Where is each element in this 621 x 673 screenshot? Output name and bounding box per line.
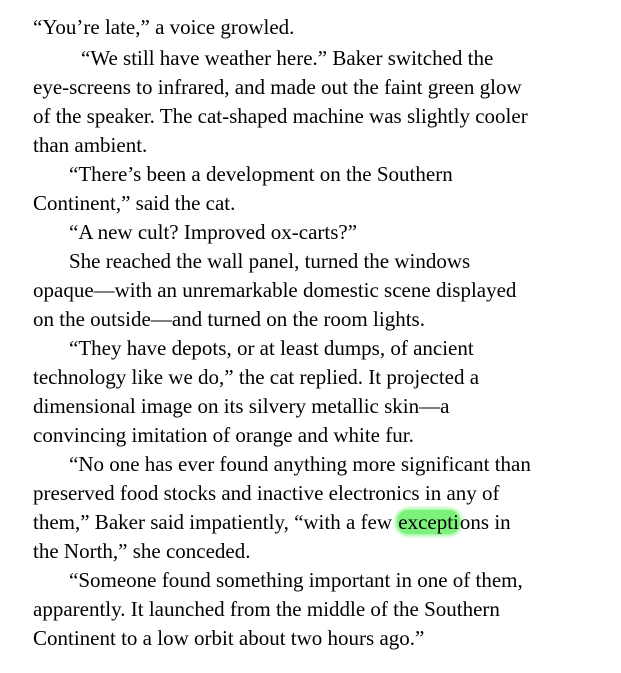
text-line: “Someone found something important in one of them, [69, 568, 523, 592]
text-line: than ambient. [33, 133, 148, 157]
text-line: dimensional image on its silvery metallic skin—a [33, 394, 450, 418]
highlighted-word: excepti [398, 510, 459, 534]
text-line: “We still have weather here.” Baker switched the [81, 46, 494, 70]
text-line: opaque—with an unremarkable domestic scene displayed [33, 278, 517, 302]
text-line: the North,” she conceded. [33, 539, 251, 563]
text-line: on the outside—and turned on the room lights. [33, 307, 425, 331]
text-line-with-highlight [33, 508, 511, 537]
text-line: apparently. It launched from the middle of the Southern [33, 597, 500, 621]
text-line: “You’re late,” a voice growled. [33, 15, 295, 39]
text-line: of the speaker. The cat-shaped machine was slightly cooler [33, 104, 528, 128]
text-line: Continent,” said the cat. [33, 191, 236, 215]
text-line: “No one has ever found anything more significant than [69, 452, 531, 476]
text-line: She reached the wall panel, turned the windows [69, 249, 471, 273]
text-segment: ons in [459, 510, 511, 534]
text-line: Continent to a low orbit about two hours ago.” [33, 626, 425, 650]
text-segment: them,” Baker said impatiently, “with a few [33, 510, 398, 534]
text-line: “A new cult? Improved ox-carts?” [69, 220, 358, 244]
text-line: preserved food stocks and inactive electronics in any of [33, 481, 500, 505]
text-line: convincing imitation of orange and white fur. [33, 423, 414, 447]
text-line: eye-screens to infrared, and made out the faint green glow [33, 75, 522, 99]
text-line: “There’s been a development on the Southern [69, 162, 453, 186]
text-line: technology like we do,” the cat replied. It projected a [33, 365, 480, 389]
text-line: “They have depots, or at least dumps, of ancient [69, 336, 474, 360]
